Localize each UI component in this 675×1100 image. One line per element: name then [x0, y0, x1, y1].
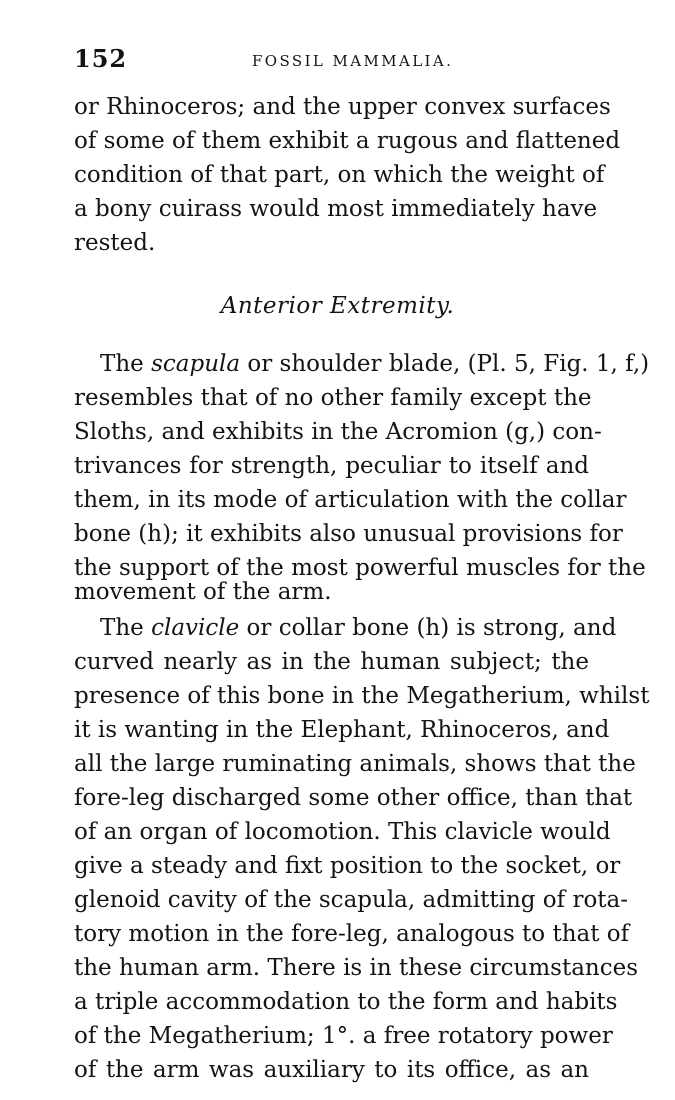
text-line: movement of the arm. — [74, 579, 332, 605]
text-line: the human arm. There is in these circumstances — [74, 955, 639, 981]
text-line: presence of this bone in the Megatherium, whilst — [74, 683, 650, 709]
text-segment: or collar bone (h) is strong, and — [239, 615, 617, 641]
text-line: bone (h); it exhibits also unusual provisions for — [74, 521, 623, 547]
text-line — [100, 347, 650, 381]
text-line: the support of the most powerful muscles for the — [74, 555, 646, 581]
text-line: fore-leg discharged some other office, than that — [74, 785, 633, 811]
text-line: all the large ruminating animals, shows that the — [74, 751, 636, 777]
text-line: or Rhinoceros; and the upper convex surfaces — [74, 94, 611, 120]
text-line: give a steady and fixt position to the socket, or — [74, 853, 621, 879]
text-line: rested. — [74, 230, 156, 256]
text-line: it is wanting in the Elephant, Rhinoceros, and — [74, 717, 610, 743]
text-segment: The — [100, 351, 152, 377]
italic-term: clavicle — [151, 615, 240, 641]
text-line: tory motion in the fore-leg, analogous to that of — [74, 921, 630, 947]
text-line: condition of that part, on which the weight of — [74, 162, 605, 188]
text-segment: or shoulder blade, (Pl. 5, Fig. 1, f,) — [240, 351, 650, 377]
running-head: FOSSIL MAMMALIA. — [252, 52, 454, 70]
text-line: a triple accommodation to the form and habits — [74, 989, 618, 1015]
text-segment: The — [100, 615, 152, 641]
italic-term: scapula — [151, 351, 241, 377]
text-line: Sloths, and exhibits in the Acromion (g,) con- — [74, 419, 602, 445]
page-number: 152 — [74, 44, 128, 73]
text-line: of an organ of locomotion. This clavicle would — [74, 819, 611, 845]
text-line: of some of them exhibit a rugous and flattened — [74, 128, 621, 154]
text-line: of the arm was auxiliary to its office, as an — [74, 1057, 589, 1083]
text-line: them, in its mode of articulation with the collar — [74, 487, 627, 513]
section-heading: Anterior Extremity. — [220, 293, 455, 319]
text-line: of the Megatherium; 1°. a free rotatory power — [74, 1023, 613, 1049]
text-line: a bony cuirass would most immediately have — [74, 196, 598, 222]
text-line: glenoid cavity of the scapula, admitting of rota- — [74, 887, 629, 913]
text-line — [100, 611, 617, 645]
text-line: trivances for strength, peculiar to itself and — [74, 453, 589, 479]
text-line: resembles that of no other family except the — [74, 385, 592, 411]
page-header — [74, 44, 594, 84]
text-line: curved nearly as in the human subject; the — [74, 649, 589, 675]
